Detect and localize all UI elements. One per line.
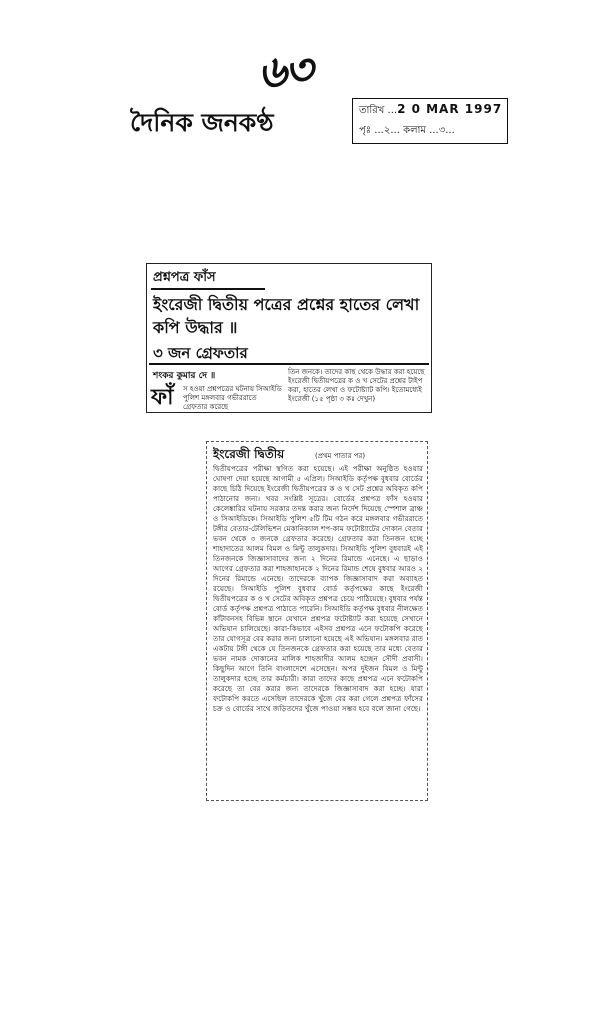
- article-clipping: [146, 263, 432, 413]
- stamp-page-value: ২: [383, 125, 391, 136]
- article-kicker: প্রশ্নপত্র ফাঁস: [153, 270, 216, 285]
- continuation-clipping: [206, 441, 428, 801]
- continuation-note: (প্রথম পাতার পর): [315, 452, 366, 460]
- article-lead-right: তিন জনকে। তাদের কাছ থেকে উদ্ধার করা হয়েছে ইংরেজী দ্বিতীয়পত্রের ক ও খ সেটের প্রশ্নের টাইপ করা, হাতের লেখা ও ফটোষ্ট্যাট কপি। ইতোমধ্যেই ইংরেজী (১৫ পৃষ্ঠা ৩ কঃ দেখুন): [288, 368, 425, 403]
- stamp-column-label: কলাম: [403, 125, 426, 136]
- article-byline: শংকর কুমার দে ॥: [153, 371, 216, 381]
- date-stamp: [352, 98, 508, 144]
- stamp-date-label: তারিখ: [359, 105, 385, 116]
- stamp-page-row: পৃঃ ...২... কলাম ...৩...: [359, 125, 455, 136]
- article-headline: ইংরেজী দ্বিতীয় পত্রের প্রশ্নের হাতের লেখা কপি উদ্ধার ॥: [153, 295, 420, 337]
- article-lead-left: স হওয়া প্রশ্নপত্রের ঘটনায় সিআইডি পুলিশ মঙ্গলবার গভীররাতে গ্রেফতার করেছে: [183, 385, 282, 411]
- stamp-page-label: পৃঃ: [359, 125, 372, 136]
- article-dropcap: ফাঁ: [151, 385, 174, 410]
- page-number: ৬৩: [256, 44, 313, 99]
- newspaper-name: দৈনিক জনকণ্ঠ: [130, 108, 274, 137]
- stamp-date-row: তারিখ ...2 0 MAR 1997: [359, 102, 503, 116]
- continuation-body: দ্বিতীয়পত্রের পরীক্ষা স্থগিত করা হয়েছে। এই পরীক্ষা অনুষ্ঠিত হওয়ার ঘোষণা দেয়া হয়েছে আগামী ৫ এপ্রিল। সিআইডি কর্তৃপক্ষ বুধবার বোর্ডের কাছে চিঠি দিয়েছে ইংরেজী দ্বিতীয়পত্রের ক ও খ সেট প্রশ্নের অবিকৃত কপি পাঠানোর জন্য। খবর সংশ্লিষ্ট সূত্রের। বোর্ডের প্রশ্নপত্র ফাঁস হওয়ার কেলেঙ্কারির ঘটনায় সরকার তদন্ত করার জন্য নির্দেশ দিয়েছে স্পেশাল ব্রাঞ্চ ও সিআইডিকে। সিআইডি পুলিশ ৫টি টিম গঠন করে মঙ্গলবার গভীররাতে টঙ্গীর বেতার-টেলিভিশন মেকানিক্যাল শপ-কাম ফটোষ্ট্যাটের দোকান বেতার ভবন থেকে ৩ জনকে গ্রেফতার করেছে। গ্রেফতার করা তিনজন হচ্ছে শাহাদাতের আলম বিমল ও মিন্টু তালুকদার। সিআইডি পুলিশ বুধবারই এই তিনজনকে জিজ্ঞাসাবাদের জন্য ২ দিনের রিমান্ডে এনেছে। এ ছাড়াও আগের গ্রেফতার করা শাহজাহানকে ২ দিনের রিমান্ড শেষে বুধবার আরও ২ দিনের রিমান্ডে এনেছে। তাদেরকে ব্যাপক জিজ্ঞাসাবাদ করা অব্যাহত রয়েছে। সিআইডি পুলিশ বুধবার বোর্ড কর্তৃপক্ষের কাছে ইংরেজী দ্বিতীয়পত্রের ক ও খ সেটের অবিকৃত প্রশ্নপত্র চেয়ে পাঠিয়েছে। বুধবার পর্যন্ত বোর্ড কর্তৃপক্ষ প্রশ্নপত্র পাঠাতে পারেনি। সিআইডি কর্তৃপক্ষ বুধবার নীলক্ষেত কাঁটাবনসহ বিভিন্ন স্থানে যেখানে প্রশ্নপত্র ফটোষ্ট্যাট করা হয়েছে সেখানে অভিযান চালিয়েছে। কারা-কিভাবে এইসব প্রশ্নপত্র এনে ফটোকপি করেছে তার যোগসূত্র বের করার জন্য চালানো হয়েছে এই অভিযান। মঙ্গলবার রাত একটায় টঙ্গী থেকে যে তিনজনকে গ্রেফতার করা হয়েছে তার মধ্যে বেতার ভবন নামক দোকানের মালিক শাহজাদীর আলম হচ্ছেন সৌদী প্রবাসী। কিছুদিন আগে তিনি বাংলাদেশে এসেছেন। অপর দুইজন বিমল ও মিন্টু তালুকদার হচ্ছে তার কর্মচারী। কারা তাদের কাছে প্রশ্নপত্র এনে ফটোকপি করেছে তা বের করার জন্য তাদেরকে জিজ্ঞাসাবাদ করা হচ্ছে। যারা ফটোকপি করতে এসেছিল তাদেরকে খুঁজে বের করা গেলে প্রশ্নপত্র ফাঁসের চক্র ও বোর্ডের সাথে জড়িতদের খুঁজে পাওয়া সম্ভব হবে বলে জানা গেছে।: [213, 464, 423, 713]
- continuation-heading: ইংরেজী দ্বিতীয়: [213, 447, 285, 461]
- headline-divider: [149, 363, 429, 365]
- kicker-underline: [151, 288, 265, 290]
- stamp-date-value: 2 0 MAR 1997: [397, 102, 503, 116]
- stamp-column-value: ৩: [438, 125, 446, 136]
- article-subhead: ৩ জন গ্রেফতার: [153, 344, 248, 362]
